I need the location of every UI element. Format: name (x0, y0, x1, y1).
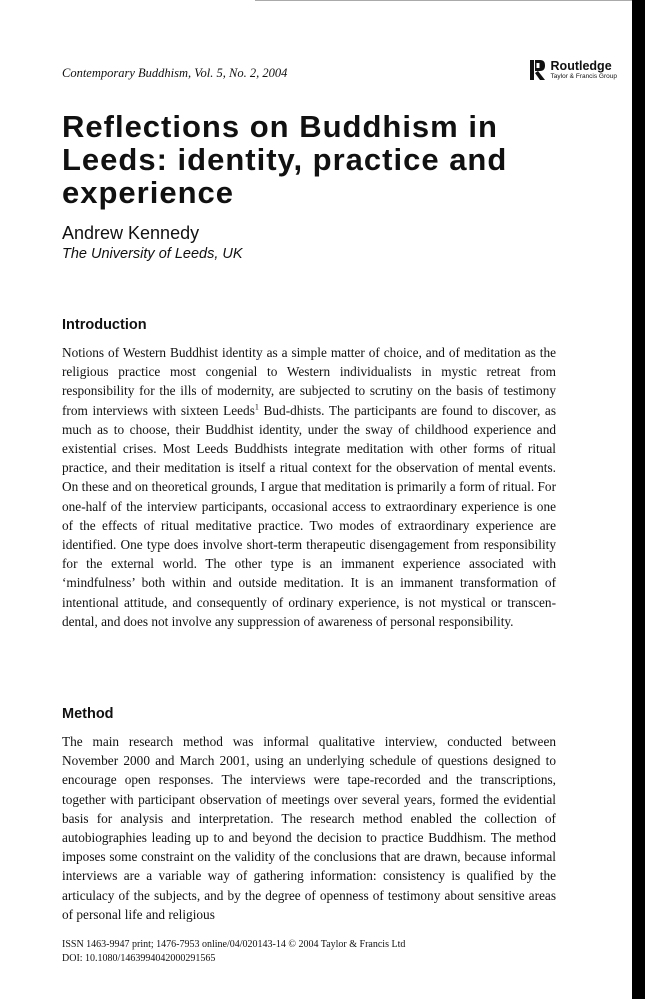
scan-edge-bar (632, 0, 645, 999)
issn-line: ISSN 1463-9947 print; 1476-7953 online/04/020143-14 © 2004 Taylor & Francis Ltd (62, 939, 406, 950)
footnote-marker[interactable]: 1 (254, 402, 259, 412)
publisher-name: Routledge (550, 58, 612, 73)
routledge-logo-icon (529, 58, 547, 82)
method-paragraph: The main research method was informal qualitative interview, conducted between November 2000 and March 2001, using an underlying schedule of questions designed to encourage open responses. The interviews were tape-recorded and the transcriptions, together with participant observation of meetings over several years, formed the evidential basis for analysis and interpretation. The research method enabled the collection of autobiographies leading up to and beyond the decision to practice Buddhism. The method imposes some constraint on the validity of the conclusions that are drawn, because informal interviews are a variable way of gathering information: consistency is qualified by the articulacy of the subjects, and by the degree of openness of testimony about sensitive areas of personal life and religious (62, 734, 556, 922)
method-heading: Method (62, 706, 114, 722)
publisher-group: Taylor & Francis Group (550, 73, 617, 80)
introduction-paragraph (62, 343, 556, 631)
journal-name: Contemporary Buddhism, (62, 66, 192, 80)
publisher-logo (529, 58, 617, 82)
author-name: Andrew Kennedy (62, 223, 200, 243)
page-header (62, 58, 617, 88)
introduction-heading: Introduction (62, 317, 147, 333)
journal-citation (62, 66, 287, 81)
introduction-text-part-2: Bud-dhists. The participants are found to discover, as much as to choose, their Buddhist identity, under the sway of childhood experience and existential crises. Most Leeds Buddhists integrate meditation with other forms of ritual practice, and their meditation is itself a ritual context for the observation of mental events. On these and on theoretical grounds, I argue that meditation is primarily a form of ritual. For one-half of the interview participants, occasional access to extraordinary experience is one of the effects of ritual meditative practice. Two modes of extraordinary experience are identified. One type does involve short-term therapeutic disengagement from responsibility for the external world. The other type is an immanent experience associated with ‘mindfulness’ both within and outside meditation. It is an immanent transformation of intentional attitude, and consequently of ordinary experience, is not mystical or transcen-dental, and does not involve any suppression of awareness of personal responsibility. (62, 402, 556, 629)
journal-volume: Vol. 5, No. 2, 2004 (191, 66, 288, 80)
article-title: Reflections on Buddhism in Leeds: identity, practice and experience (62, 109, 508, 210)
author-affiliation: The University of Leeds, UK (62, 246, 243, 262)
doi-line: DOI: 10.1080/1463994042000291565 (62, 953, 216, 964)
page-footer (62, 938, 405, 966)
introduction-text-part-1: Notions of Western Buddhist identity as a simple matter of choice, and of meditation as the religious practice most congenial to Western individualists in mystic retreat from responsibility for the ills of modernity, are subjected to scrutiny on the basis of testimony from interviews with sixteen Leeds (62, 345, 556, 418)
top-rule (255, 0, 635, 1)
